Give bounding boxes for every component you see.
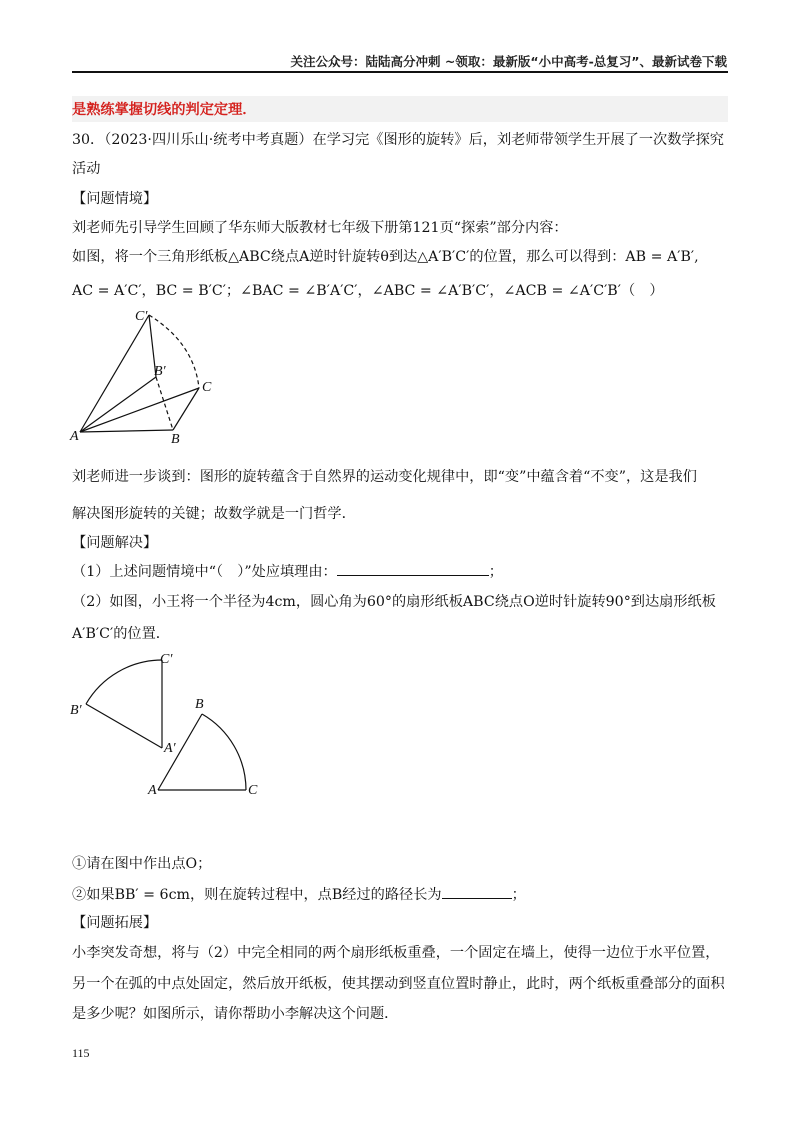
sector-arc [202, 714, 246, 790]
previous-answer-tail: 是熟练掌握切线的判定定理． [72, 102, 257, 118]
question-1-end: ； [488, 564, 503, 580]
rotation-equalities: AC = A′C′，BC = B′C′；∠BAC = ∠B′A′C′，∠ABC = ∠A′B′C′，∠ACB = ∠A′C′B′（ ） [72, 283, 664, 299]
answer-blank-2[interactable] [442, 886, 512, 899]
question-1-text: （1）上述问题情境中“（ ）”处应填理由： [72, 564, 337, 580]
question-2-part-1: ①请在图中作出点O； [72, 856, 212, 872]
label-C-prime-2: C′ [160, 652, 173, 667]
segment-AC-prime [80, 315, 149, 432]
question-1 [72, 562, 503, 582]
extension-text-1: 小李突发奇想，将与（2）中完全相同的两个扇形纸板重叠，一个固定在墙上，使得一边位于水平位置， [72, 945, 720, 961]
section-problem-solving: 【问题解决】 [72, 535, 158, 551]
question-2-part-2-end: ； [511, 887, 526, 903]
question-2: （2）如图，小王将一个半径为4cm，圆心角为60°的扇形纸板ABC绕点O逆时针旋转90°到达扇形纸板 [72, 594, 716, 610]
question-2-part-2-text: ②如果BB′ = 6cm，则在旋转过程中，点B经过的路径长为 [72, 887, 442, 903]
sector-rotation-figure [68, 648, 268, 804]
label-C-2: C [248, 783, 258, 798]
extension-text-3: 是多少呢？如图所示，请你帮助小李解决这个问题． [72, 1006, 399, 1022]
label-B-prime-2: B′ [70, 703, 82, 718]
header-divider [72, 71, 728, 73]
label-B-2: B [195, 697, 204, 712]
problem-heading: 30．（2023·四川乐山·统考中考真题）在学习完《图形的旋转》后，刘老师带领学生开展了一次数学探究 [72, 132, 724, 148]
page-header: 关注公众号：陆陆高分冲刺 ~领取：最新版“小中高考-总复习”、最新试卷下载 [290, 54, 727, 69]
label-A: A [70, 429, 79, 444]
section-problem-extension: 【问题拓展】 [72, 915, 158, 931]
problem-heading-cont: 活动 [72, 161, 101, 177]
sector-prime-side-A-prime-B-prime [86, 704, 162, 748]
teacher-remark-cont: 解决图形旋转的关键；故数学就是一门哲学． [72, 506, 356, 522]
question-2-part-2 [72, 885, 526, 905]
rotation-statement: 如图，将一个三角形纸板△ABC绕点A逆时针旋转θ到达△A′B′C′的位置，那么可以得到：AB = A′B′, [72, 249, 699, 265]
label-B-prime: B′ [154, 364, 166, 379]
teacher-remark: 刘老师进一步谈到：图形的旋转蕴含于自然界的运动变化规律中，即“变”中蕴含着“不变”，这是我们 [72, 469, 697, 485]
label-A-prime-2: A′ [164, 741, 176, 756]
segment-AB-prime [80, 377, 156, 432]
page-number: 115 [72, 1046, 90, 1060]
label-C-prime: C′ [135, 309, 148, 324]
segment-BC [173, 388, 199, 430]
sector-prime-arc [86, 660, 162, 704]
question-2-cont: A′B′C′的位置． [72, 626, 170, 642]
segment-AC [80, 388, 199, 432]
section-problem-context: 【问题情境】 [72, 191, 158, 207]
label-B: B [171, 432, 180, 445]
answer-blank-1[interactable] [337, 563, 489, 576]
context-text: 刘老师先引导学生回顾了华东师大版教材七年级下册第121页“探索”部分内容： [72, 220, 568, 236]
triangle-rotation-figure [66, 305, 226, 445]
segment-AB [80, 430, 173, 432]
label-C: C [202, 380, 212, 395]
extension-text-2: 另一个在弧的中点处固定，然后放开纸板，使其摆动到竖直位置时静止，此时，两个纸板重叠部分的面积 [72, 976, 725, 992]
label-A-2: A [148, 783, 157, 798]
